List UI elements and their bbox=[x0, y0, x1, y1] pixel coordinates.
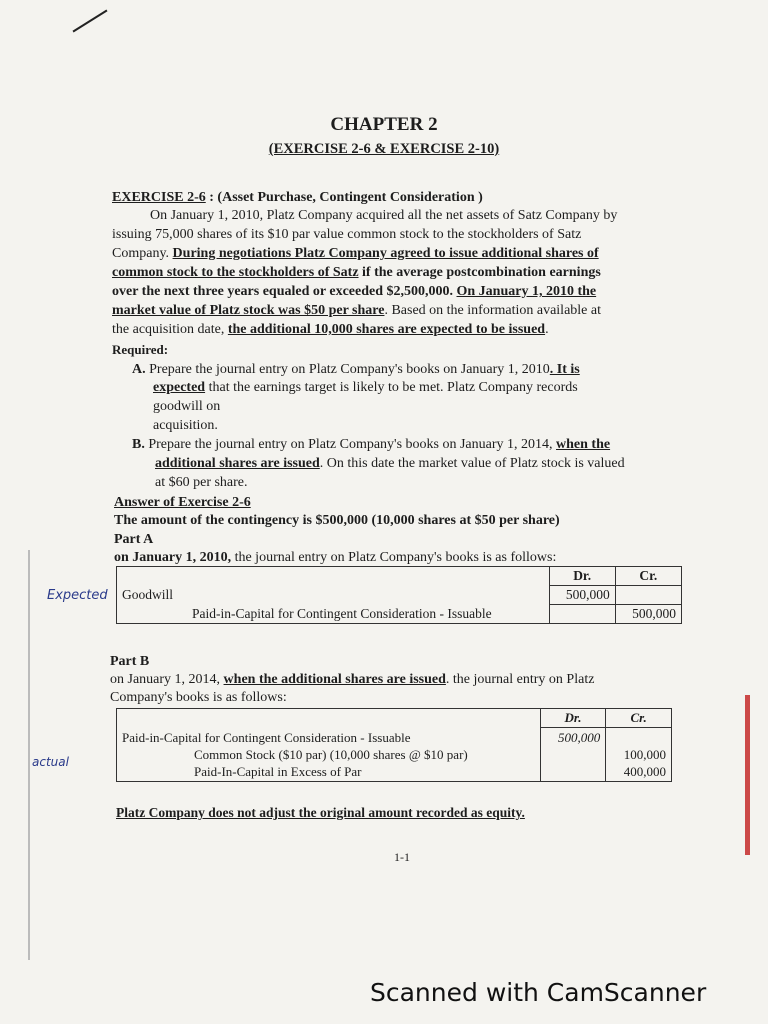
chapter-title: CHAPTER 2 bbox=[330, 114, 438, 135]
red-edge-mark bbox=[745, 695, 750, 855]
handwritten-note-actual: actual bbox=[32, 755, 69, 769]
dr-cell: 500,000 bbox=[540, 728, 606, 782]
conclusion-text: Platz Company does not adjust the original amount recorded as equity. bbox=[116, 805, 525, 820]
table-row bbox=[117, 605, 682, 624]
requirement-b-line-2: additional shares are issued. On this date the market value of Platz stock is valued bbox=[155, 456, 625, 471]
exercise-topic: (Asset Purchase, Contingent Consideration ) bbox=[217, 190, 483, 205]
exercise-heading: EXERCISE 2-6 bbox=[112, 190, 206, 205]
part-a-intro: on January 1, 2010, the journal entry on Platz Company's books is as follows: bbox=[114, 550, 557, 565]
problem-line-5: over the next three years equaled or exceeded $2,500,000. On January 1, 2010 the bbox=[112, 284, 597, 299]
table-header-row bbox=[117, 709, 672, 728]
cr-cell: 500,000 bbox=[615, 605, 681, 624]
problem-line-7: the acquisition date, the additional 10,000 shares are expected to be issued. bbox=[112, 322, 549, 337]
requirement-b-line-3: at $60 per share. bbox=[155, 475, 248, 490]
page-edge-line bbox=[28, 550, 30, 960]
account-cell bbox=[117, 728, 541, 782]
requirement-b-line-1: B. Prepare the journal entry on Platz Company's books on January 1, 2014, when the bbox=[132, 437, 611, 452]
cr-cell: 100,000 400,000 bbox=[606, 728, 672, 782]
journal-entry-table-b bbox=[116, 708, 672, 782]
exercise-heading-line: EXERCISE 2-6 : (Asset Purchase, Contingent Consideration ) bbox=[112, 190, 483, 205]
camscanner-footer: Scanned with CamScanner bbox=[370, 978, 707, 1007]
journal-entry-table-a bbox=[116, 566, 682, 624]
problem-line-4: common stock to the stockholders of Satz if the average postcombination earnings bbox=[112, 265, 601, 280]
problem-line-1: On January 1, 2010, Platz Company acquired all the net assets of Satz Company by bbox=[150, 208, 618, 223]
part-b-intro-line-2: Company's books is as follows: bbox=[110, 690, 287, 705]
requirement-a-line-3: goodwill on bbox=[153, 399, 221, 414]
cr-header: Cr. bbox=[606, 709, 672, 728]
required-label: Required: bbox=[112, 342, 169, 357]
handwritten-check-mark bbox=[73, 10, 108, 33]
page-number: 1-1 bbox=[394, 850, 410, 864]
chapter-subtitle: (EXERCISE 2-6 & EXERCISE 2-10) bbox=[268, 141, 500, 157]
requirement-a-line-2: expected that the earnings target is likely to be met. Platz Company records bbox=[153, 380, 578, 395]
table-row: Paid-In-Capital in Excess of Par bbox=[194, 763, 362, 779]
contingency-line: The amount of the contingency is $500,000 (10,000 shares at $50 per share) bbox=[114, 513, 560, 528]
table-row: Common Stock ($10 par) (10,000 shares @ $10 par) bbox=[194, 746, 468, 762]
requirement-a-line-1: A. Prepare the journal entry on Platz Company's books on January 1, 2010. It is bbox=[132, 362, 580, 377]
cr-header: Cr. bbox=[615, 567, 681, 586]
cr-cell bbox=[615, 586, 681, 605]
dr-cell: 500,000 bbox=[549, 586, 615, 605]
problem-line-2: issuing 75,000 shares of its $10 par value common stock to the stockholders of Satz bbox=[112, 227, 582, 242]
part-b-intro-line-1: on January 1, 2014, when the additional shares are issued. the journal entry on Platz bbox=[110, 672, 595, 687]
requirement-a-line-4: acquisition. bbox=[153, 418, 218, 433]
dr-cell bbox=[549, 605, 615, 624]
table-header-row bbox=[117, 567, 682, 586]
table-row: Paid-in-Capital for Contingent Consideration - Issuable bbox=[122, 729, 411, 745]
part-a-label: Part A bbox=[114, 532, 154, 547]
dr-header: Dr. bbox=[540, 709, 606, 728]
account-cell: Goodwill bbox=[117, 586, 550, 605]
table-row bbox=[117, 586, 682, 605]
answer-heading: Answer of Exercise 2-6 bbox=[114, 495, 251, 510]
problem-line-3: Company. During negotiations Platz Company agreed to issue additional shares of bbox=[112, 246, 599, 261]
dr-header: Dr. bbox=[549, 567, 615, 586]
problem-line-6: market value of Platz stock was $50 per share. Based on the information available at bbox=[112, 303, 601, 318]
account-cell: Paid-in-Capital for Contingent Consideration - Issuable bbox=[117, 605, 550, 624]
part-b-label: Part B bbox=[110, 654, 150, 669]
handwritten-note-expected: Expected bbox=[47, 588, 108, 603]
